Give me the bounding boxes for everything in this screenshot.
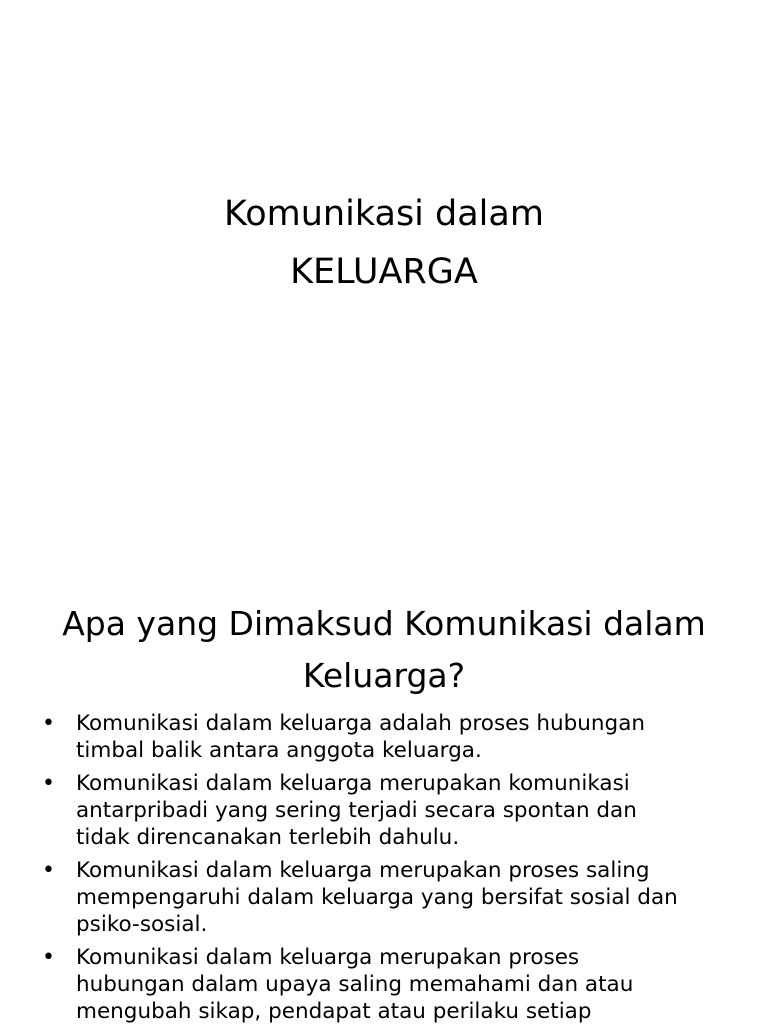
bullet-line: mempengaruhi dalam keluarga yang bersifat sosial dan bbox=[76, 885, 678, 910]
bullet-line: Komunikasi dalam keluarga adalah proses hubungan bbox=[76, 711, 646, 736]
bullet-item-2 bbox=[42, 770, 732, 851]
bullet-item-3 bbox=[42, 857, 732, 938]
bullet-item-1 bbox=[42, 710, 732, 764]
bullet-icon: • bbox=[42, 858, 55, 883]
slide-heading-line-1: Apa yang Dimaksud Komunikasi dalam bbox=[62, 604, 706, 643]
bullet-list bbox=[42, 710, 732, 1024]
content-slide bbox=[0, 576, 768, 1024]
bullet-line: mengubah sikap, pendapat atau perilaku setiap bbox=[76, 999, 592, 1024]
bullet-line: hubungan dalam upaya saling memahami dan atau bbox=[76, 972, 634, 997]
bullet-line: psiko-sosial. bbox=[76, 912, 208, 937]
bullet-line: tidak direncanakan terlebih dahulu. bbox=[76, 825, 460, 850]
bullet-line: Komunikasi dalam keluarga merupakan komunikasi bbox=[76, 771, 630, 796]
slide-title-line-2: KELUARGA bbox=[290, 252, 478, 292]
slide-title-line-1: Komunikasi dalam bbox=[224, 194, 544, 234]
bullet-icon: • bbox=[42, 945, 55, 970]
bullet-item-4 bbox=[42, 944, 732, 1024]
bullet-line: Komunikasi dalam keluarga merupakan proses saling bbox=[76, 858, 650, 883]
slide-heading-line-2: Keluarga? bbox=[302, 656, 466, 695]
bullet-line: antarpribadi yang sering terjadi secara spontan dan bbox=[76, 798, 637, 823]
bullet-line: timbal balik antara anggota keluarga. bbox=[76, 738, 482, 763]
bullet-icon: • bbox=[42, 771, 55, 796]
bullet-icon: • bbox=[42, 711, 55, 736]
bullet-line: Komunikasi dalam keluarga merupakan proses bbox=[76, 945, 580, 970]
